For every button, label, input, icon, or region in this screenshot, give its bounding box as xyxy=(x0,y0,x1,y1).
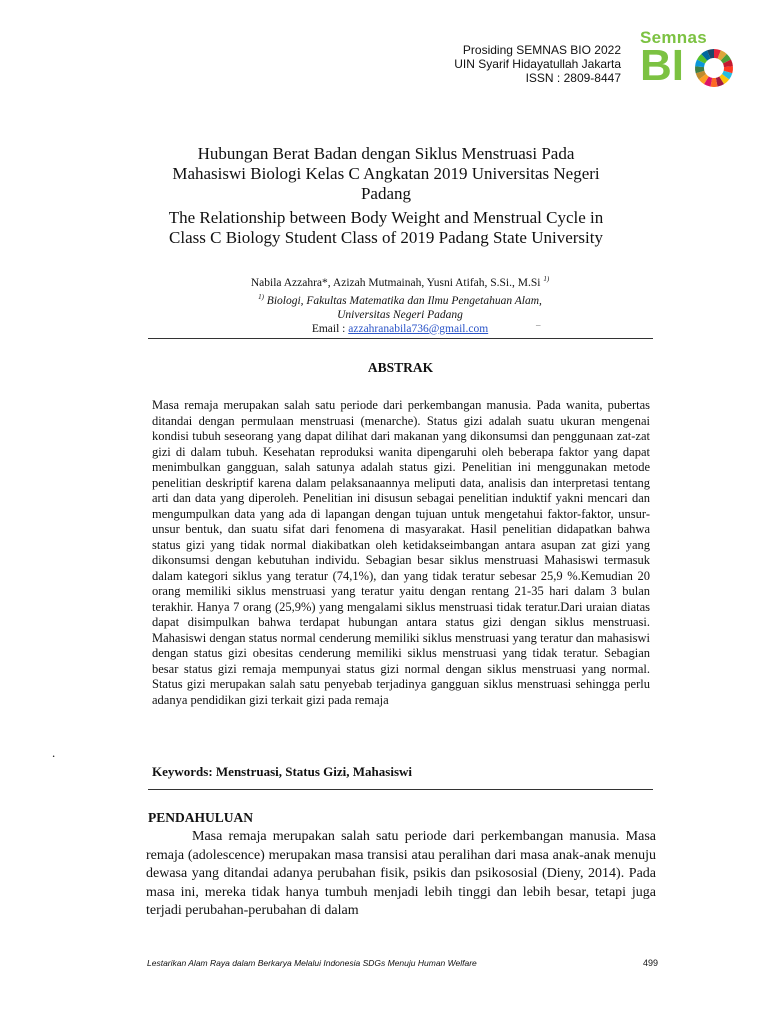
margin-dot: . xyxy=(52,745,56,760)
intro-paragraph: Masa remaja merupakan salah satu periode dari perkembangan manusia. Masa remaja (adolescence) merupakan masa transisi atau peralihan dari masa anak-anak menuju dewasa yang ditandai adanya perubahan fisik, psikis dan psikososial (Dieny, 2014). Pada masa ini, mereka tidak hanya tumbuh menjadi lebih tinggi dan lebih besar, tetapi juga terjadi perubahan-perubahan di dalam xyxy=(146,829,656,918)
email-link[interactable]: azzahranabila736@gmail.com xyxy=(348,322,489,335)
author-names: Nabila Azzahra*, Azizah Mutmainah, Yusni Atifah, S.Si., M.Si xyxy=(250,276,541,289)
abstract-body: Masa remaja merupakan salah satu periode dari perkembangan manusia. Pada wanita, pubertas ditandai dengan permulaan menstruasi (menarche). Status gizi adalah suatu ukuran mengenai kondisi tubuh seseorang yang dapat dilihat dari makanan yang dikonsumsi dan penggunaan zat-zat gizi di dalam tubuh. Kesehatan reproduksi wanita dipengaruhi oleh beberapa faktor yang dapat menimbulkan gangguan, salah satunya adalah status gizi. Penelitian ini menggunakan metode penelitian deskriptif karena dalam pelaksanaannya meliputi data, analisis dan interpretasi tentang arti dan data yang diperoleh. Penelitian ini disusun sebagai penelitian induktif yakni mencari dan mengumpulkan data yang ada di lapangan dengan tujuan untuk mengetahui faktor-faktor, unsur-unsur bentuk, dan suatu sifat dari fenomena di masyarakat. Hasil penelitian didapatkan bahwa status gizi yang tidak normal diakibatkan oleh ketidakseimbangan antara asupan zat gizi yang dikonsumsi dengan kebutuhan individu. Sebagian besar siklus menstruasi Mahasiswi termasuk dalam kategori siklus yang teratur (74,1%), dan yang tidak teratur sebesar 25,9 %.Kemudian 20 orang memiliki siklus menstruasi yang teratur yaitu dengan rentang 21-35 hari dalam 3 bulan terakhir. Hanya 7 orang (25,9%) yang mengalami siklus menstruasi tidak teratur.Dari uraian diatas dapat disimpulkan bahwa terdapat hubungan antara status gizi dengan siklus menstruasi. Mahasiswi dengan status normal cenderung memiliki siklus menstruasi yang teratur dan mahasiswi dengan status gizi obesitas cenderung memiliki siklus menstruasi yang tidak teratur. Sebagian besar status gizi remaja mempunyai status gizi normal dengan siklus menstruasi yang normal. Status gizi merupakan salah satu penyebab terjadinya gangguan siklus menstruasi sehingga perlu adanya pendidikan gizi terkait gizi pada remaja xyxy=(152,398,650,707)
logo-letter-b: B xyxy=(640,41,672,90)
footer-theme: Lestarikan Alam Raya dalam Berkarya Melalui Indonesia SDGs Menuju Human Welfare xyxy=(147,958,477,968)
proceedings-header xyxy=(321,43,621,85)
title-en-line: Class C Biology Student Class of 2019 Padang State University xyxy=(169,228,603,247)
section-heading: PENDAHULUAN xyxy=(148,810,254,825)
author-superscript: 1) xyxy=(543,275,550,283)
logo-word: Semnas xyxy=(640,28,708,47)
email-line xyxy=(150,322,650,336)
keywords-line: Keywords: Menstruasi, Status Gizi, Mahasiswi xyxy=(152,764,412,779)
title-english xyxy=(120,208,652,248)
title-id-line: Hubungan Berat Badan dengan Siklus Menstruasi Pada xyxy=(197,144,575,163)
author-block xyxy=(150,272,650,336)
divider-bottom xyxy=(148,789,653,790)
abstract-heading: ABSTRAK xyxy=(367,360,434,375)
proceedings-name: Prosiding SEMNAS BIO 2022 xyxy=(462,43,621,57)
page-number: 499 xyxy=(642,958,658,968)
proceedings-venue: UIN Syarif Hidayatullah Jakarta xyxy=(454,57,621,71)
title-en-line: The Relationship between Body Weight and Menstrual Cycle in xyxy=(168,208,604,227)
sdg-wheel-icon xyxy=(694,48,734,88)
affiliation-superscript: 1) xyxy=(258,292,264,301)
divider-top xyxy=(148,338,653,339)
proceedings-issn: ISSN : 2809-8447 xyxy=(525,71,621,85)
affiliation-text: Biologi, Fakultas Matematika dan Ilmu Pengetahuan Alam, xyxy=(266,294,542,307)
title-id-line: Mahasiswi Biologi Kelas C Angkatan 2019 Universitas Negeri xyxy=(172,164,600,183)
semnas-bio-logo xyxy=(636,28,744,92)
title-indonesian xyxy=(120,144,652,204)
title-id-line: Padang xyxy=(360,184,412,203)
stray-mark: – xyxy=(536,320,541,330)
email-label: Email : xyxy=(311,322,349,335)
author-names-line xyxy=(150,272,650,290)
affiliation-line-2: Universitas Negeri Padang xyxy=(337,308,463,321)
logo-bio-letters xyxy=(640,42,684,90)
affiliation-line-1 xyxy=(150,290,650,308)
logo-letter-i: I xyxy=(671,41,685,90)
